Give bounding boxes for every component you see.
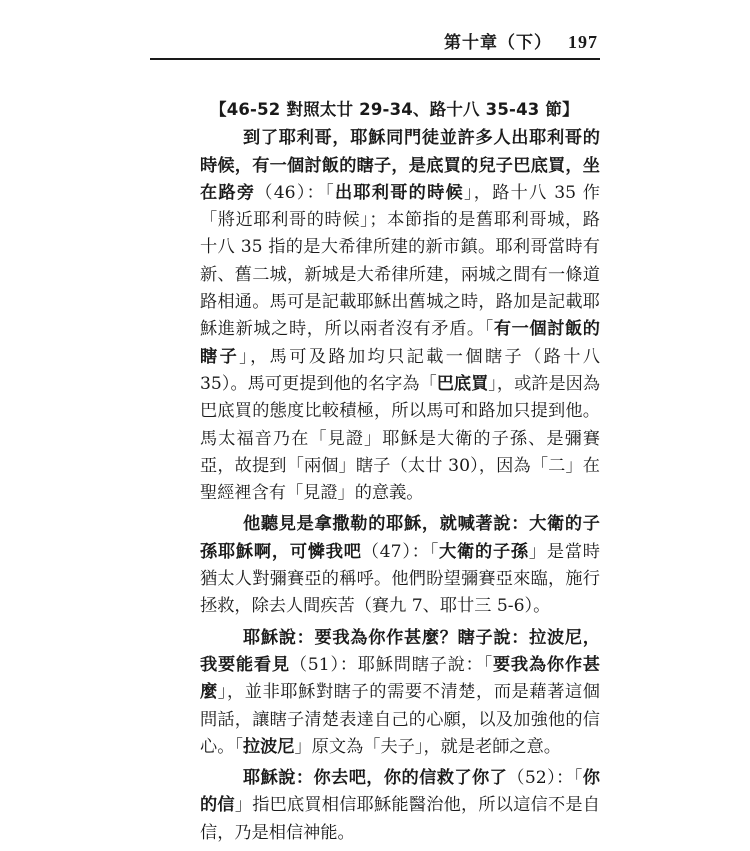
commentary-text: 」是當時猶太人對彌賽亞的稱呼。他們盼望彌賽亞來臨，施行拯救，除去人間疾苦（賽九 7、耶廿三 5-6）。 <box>200 541 600 617</box>
lemma-text: 有一個討飯的瞎子 <box>200 319 600 367</box>
commentary-text: （46）：「 <box>255 182 335 203</box>
lemma-text: 耶穌說：要我為你作甚麼？瞎子說：拉波尼，我要能看見 <box>200 627 600 675</box>
body-text <box>200 96 600 851</box>
chapter-title: 第十章（下） <box>444 33 552 53</box>
commentary-text: 」指巴底買相信耶穌能醫治他，所以這信不是自信，乃是相信神能。 <box>200 795 600 843</box>
lemma-text: 他聽見是拿撒勒的耶穌，就喊著說：大衛的子孫耶穌啊，可憐我吧 <box>200 514 600 562</box>
lemma-text: 到了耶利哥，耶穌同門徒並許多人出耶利哥的時候，有一個討飯的瞎子，是底買的兒子巴底買，坐在路旁 <box>200 128 600 203</box>
paragraph <box>200 125 600 507</box>
paragraph <box>200 511 600 620</box>
lemma-text: 出耶利哥的時候 <box>334 182 464 203</box>
commentary-text: （51）：耶穌問瞎子說：「 <box>289 654 493 675</box>
lemma-text: 巴底買 <box>436 373 489 394</box>
page-number: 197 <box>568 32 598 52</box>
lemma-text: 你的信 <box>200 768 600 816</box>
paragraph <box>200 625 600 761</box>
header-rule <box>150 58 600 60</box>
commentary-text: 」，馬可及路加均只記載一個瞎子（路十八 35）。馬可更提到他的名字為「 <box>200 346 600 394</box>
commentary-text: 」，路十八 35 作「將近耶利哥的時候」；本節指的是舊耶利哥城，路十八 35 指的是大希律所建的新市鎮。耶利哥當時有新、舊二城，新城是大希律所建，兩城之間有一條道路相通。馬可是記載耶穌出舊城之時，路加是記載耶穌進新城之時，所以兩者沒有矛盾。「 <box>200 182 600 340</box>
commentary-text: 」，並非耶穌對瞎子的需要不清楚，而是藉著這個問話，讓瞎子清楚表達自己的心願，以及加強他的信心。「 <box>200 682 600 757</box>
commentary-text: （47）：「 <box>361 541 440 562</box>
section-heading: 【46-52 對照太廿 29-34、路十八 35-43 節】 <box>210 100 579 119</box>
commentary-text: （52）：「 <box>507 768 583 789</box>
lemma-text: 要我為你作甚麼 <box>200 654 600 703</box>
lemma-text: 拉波尼 <box>242 736 295 757</box>
commentary-text: 」原文為「夫子」，就是老師之意。 <box>294 736 561 757</box>
paragraph <box>200 765 600 847</box>
lemma-text: 大衛的子孫 <box>439 541 529 562</box>
lemma-text: 耶穌說：你去吧，你的信救了你了 <box>243 768 508 789</box>
running-header <box>444 28 598 53</box>
commentary-text: 」，或許是因為巴底買的態度比較積極，所以馬可和路加只提到他。馬太福音乃在「見證」耶穌是大衛的子孫、是彌賽亞，故提到「兩個」瞎子（太廿 30），因為「二」在聖經裡含有「見證」的意義。 <box>200 373 601 504</box>
